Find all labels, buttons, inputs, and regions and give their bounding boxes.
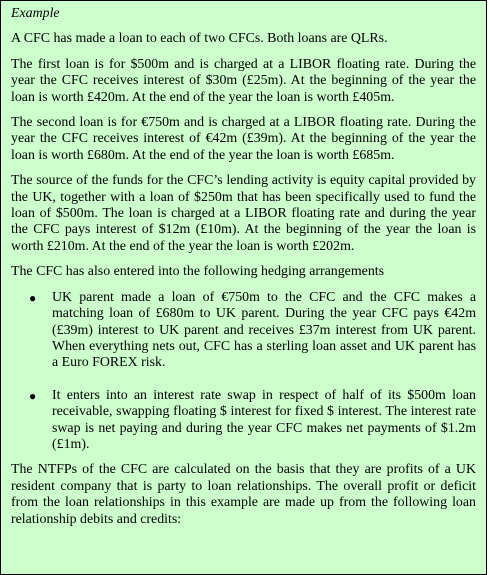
second-loan-paragraph: The second loan is for €750m and is charged at a LIBOR floating rate. During the year the CFC receives interest of €42m (£39m). At the beginning of the year the loan is worth £680m. At the end of the year the loan is worth £685m. [11, 115, 476, 163]
closing-paragraph: The NTFPs of the CFC are calculated on the basis that they are profits of a UK resident company that is party to loan relationships. The overall profit or deficit from the loan relationships in this example are made up from the following loan relationship debits and credits: [11, 462, 476, 527]
hedging-list-item [29, 289, 476, 372]
hedging-list [11, 290, 476, 454]
bullet-icon: ● [29, 388, 37, 403]
hedging-item-text: UK parent made a loan of €750m to the CFC and the CFC makes a matching loan of £680m to UK parent. During the year CFC pays €42m (£39m) interest to UK parent and receives £37m interest from UK parent. When everything nets out, CFC has a sterling loan asset and UK parent has a Euro FOREX risk. [52, 289, 476, 371]
funding-source-paragraph: The source of the funds for the CFC’s lending activity is equity capital provided by the UK, together with a loan of $250m that has been specifically used to fund the loan of $500m. The loan is charged at a LIBOR floating rate and during the year the CFC pays interest of $12m (£10m). At the beginning of the year the loan is worth £210m. At the end of the year the loan is worth £202m. [11, 173, 476, 254]
example-title: Example [11, 6, 60, 21]
bullet-icon: ● [29, 290, 37, 305]
first-loan-paragraph: The first loan is for $500m and is charged at a LIBOR floating rate. During the year the CFC receives interest of $30m (£25m). At the beginning of the year the loan is worth £420m. At the end of the year the loan is worth £405m. [11, 56, 476, 105]
intro-paragraph: A CFC has made a loan to each of two CFCs. Both loans are QLRs. [11, 31, 388, 47]
hedging-list-item [29, 387, 476, 454]
hedging-intro-paragraph: The CFC has also entered into the following hedging arrangements [11, 264, 385, 280]
hedging-item-text: It enters into an interest rate swap in respect of half of its $500m loan receivable, swapping floating $ interest for fixed $ interest. The interest rate swap is net paying and during the year CFC makes net payments of $1.2m (£1m). [52, 387, 476, 452]
